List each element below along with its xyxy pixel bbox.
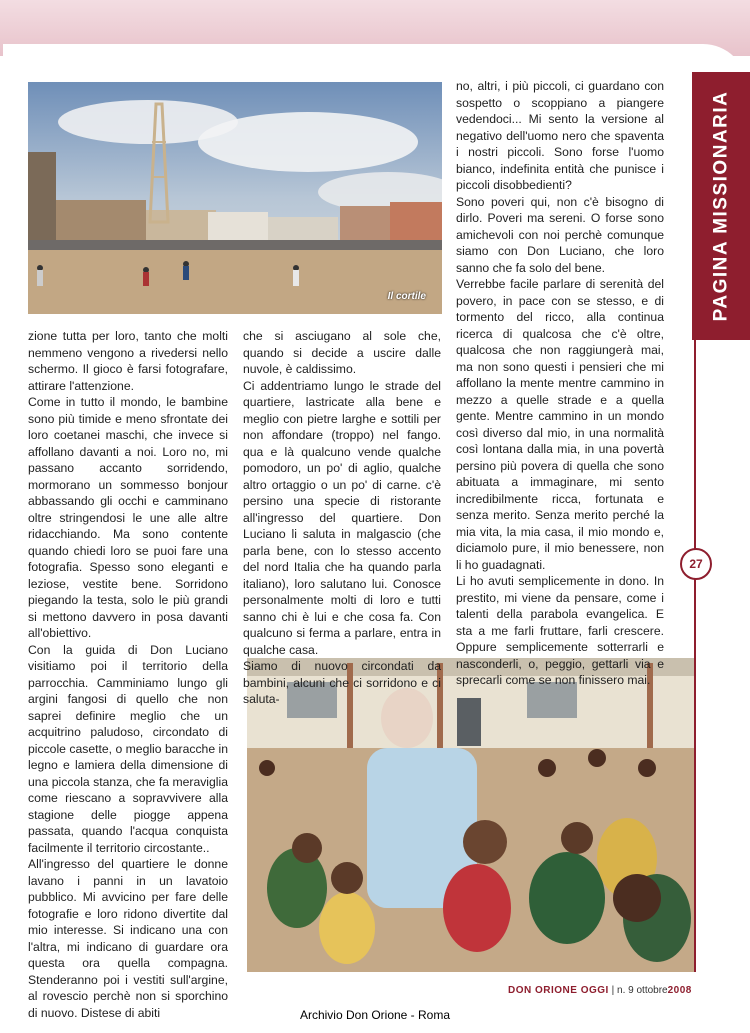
section-tab xyxy=(692,72,750,340)
paragraph: Sono poveri qui, non c'è bisogno di dirlo. Poveri ma sereni. O forse sono amichevoli con noi perchè comunque siamo con Don Luciano, che loro sanno che fa solo del bene. xyxy=(456,194,664,275)
text-column-3 xyxy=(456,78,664,689)
magazine-footer xyxy=(508,985,692,996)
magazine-title: DON ORIONE OGGI xyxy=(508,985,609,996)
page-number: 27 xyxy=(680,548,712,580)
issue-year: 2008 xyxy=(667,985,692,996)
issue-label: n. 9 ottobre xyxy=(617,985,668,996)
paragraph: Con la guida di Don Luciano visitiamo poi il territorio della parrocchia. Camminiamo lungo gli argini fangosi di quello che non saprei definire meglio che un acquitrino paludoso, circondato di piccole casette, o meglio baracche in legno e lamiera della dimensione di una piccola stanza, che fa meraviglia come riescano a sopravvivere alla stagione delle piogge appena passata, quando l'acqua conquista facilmente il territorio circostante.. xyxy=(28,642,228,855)
paragraph: Come in tutto il mondo, le bambine sono più timide e meno sfrontate dei loro coetanei maschi, che invece si affollano davanti a noi. Loro no, mi passano accanto sorridendo, mormorano un sommesso bonjour abbassando gli occhi e camminano oltre stringendosi le une alle altre ridacchiando. Ma sono contente quando chiedi loro se puoi fare una fotografia. Spesso sono eleganti e leziose, vestite bene. Sorridono piegando la testa, solo le più grandi si mettono davvero in posa davanti all'obiettivo. xyxy=(28,395,228,640)
section-tab-label: PAGINA MISSIONARIA xyxy=(710,90,732,322)
photo-caption: Il cortile xyxy=(387,291,426,302)
text-column-2 xyxy=(243,328,441,708)
paragraph: no, altri, i più piccoli, ci guardano con sospetto o scoppiano a piangere vedendoci... Mi sento la versione al negativo dell'uomo nero che spaventa i nostri piccoli. Sono forse l'uomo bianco, indefinita entità che punisce i piccoli disobbedienti? xyxy=(456,79,664,192)
paragraph: zione tutta per loro, tanto che molti nemmeno vengono a rivedersi nello schermo. Il gioco è farsi fotografare, attirare l'attenzione. xyxy=(28,329,228,393)
archive-credit: Archivio Don Orione - Roma xyxy=(299,1008,451,1022)
photo-courtyard-image xyxy=(28,82,442,314)
text-column-1 xyxy=(28,328,228,1021)
paragraph: Li ho avuti semplicemente in dono. In prestito, mi viene da pensare, come i talenti della parabola evangelica. E sta a me farli fruttare, farli crescere. Oppure semplicemente sotterrarli e nasconderli, o, peggio, gettarli via e sprecarli come se non finissero mai. xyxy=(456,574,664,687)
paragraph: All'ingresso del quartiere le donne lavano i panni in un lavatoio pubblico. Mi avvicino per fare delle fotografie e loro ridono divertite dal mio interesse. Si indicano una con l'altra, mi indicano di guardare ora questa ora quella compagna. Stenderanno poi i vestiti sull'argine, al rovescio perchè non si sporchino di nuovo. Distese di abiti xyxy=(28,857,228,1020)
paragraph: Siamo di nuovo circondati da bambini, alcuni che ci sorridono e ci saluta- xyxy=(243,659,441,706)
footer-separator: | xyxy=(611,985,618,996)
photo-courtyard xyxy=(28,82,442,314)
page-border-line xyxy=(694,340,696,972)
paragraph: che si asciugano al sole che, quando si decide a uscire dalle nuvole, è caldissimo. xyxy=(243,329,441,376)
paragraph: Verrebbe facile parlare di serenità del povero, in pace con se stesso, e di tormento del ricco, alla continua ricerca di qualcosa che c'è oltre, qualcosa che non raggiungerà mai, ma non sono questi i pensieri che mi affollano la mente mentre cammino in mezzo a quelle strade e a quella gente. Mentre cammino in un mondo così diverso dal mio, in una normalità così lontana dalla mia, in una povertà persino più povera di quella che sono abituata a immaginare, mi sento incredibilmente ricca, fortunata e senza merito. Senza merito perché la mia vita, la mia casa, il mio mondo e, diciamolo pure, il mio benessere, non li ho guadagnati. xyxy=(456,277,664,572)
paragraph: Ci addentriamo lungo le strade del quartiere, lastricate alla bene e meglio con pietre larghe e sottili per non affondare (troppo) nel fango. qua e là qualcuno vende qualche pomodoro, un po' di aglio, qualche altro ortaggio o un po' di carne. c'è persino una specie di ristorante all'ingresso del quartiere. Don Luciano li saluta in malgascio (che parla bene, con lo stesso accento del nord Italia che ha quando parla italiano), loro salutano lui. Conosce personalmente molti di loro e tutti sanno chi è lui e che cosa fa. Con qualcuno si ferma a parlare, entra in qualche casa. xyxy=(243,378,441,657)
